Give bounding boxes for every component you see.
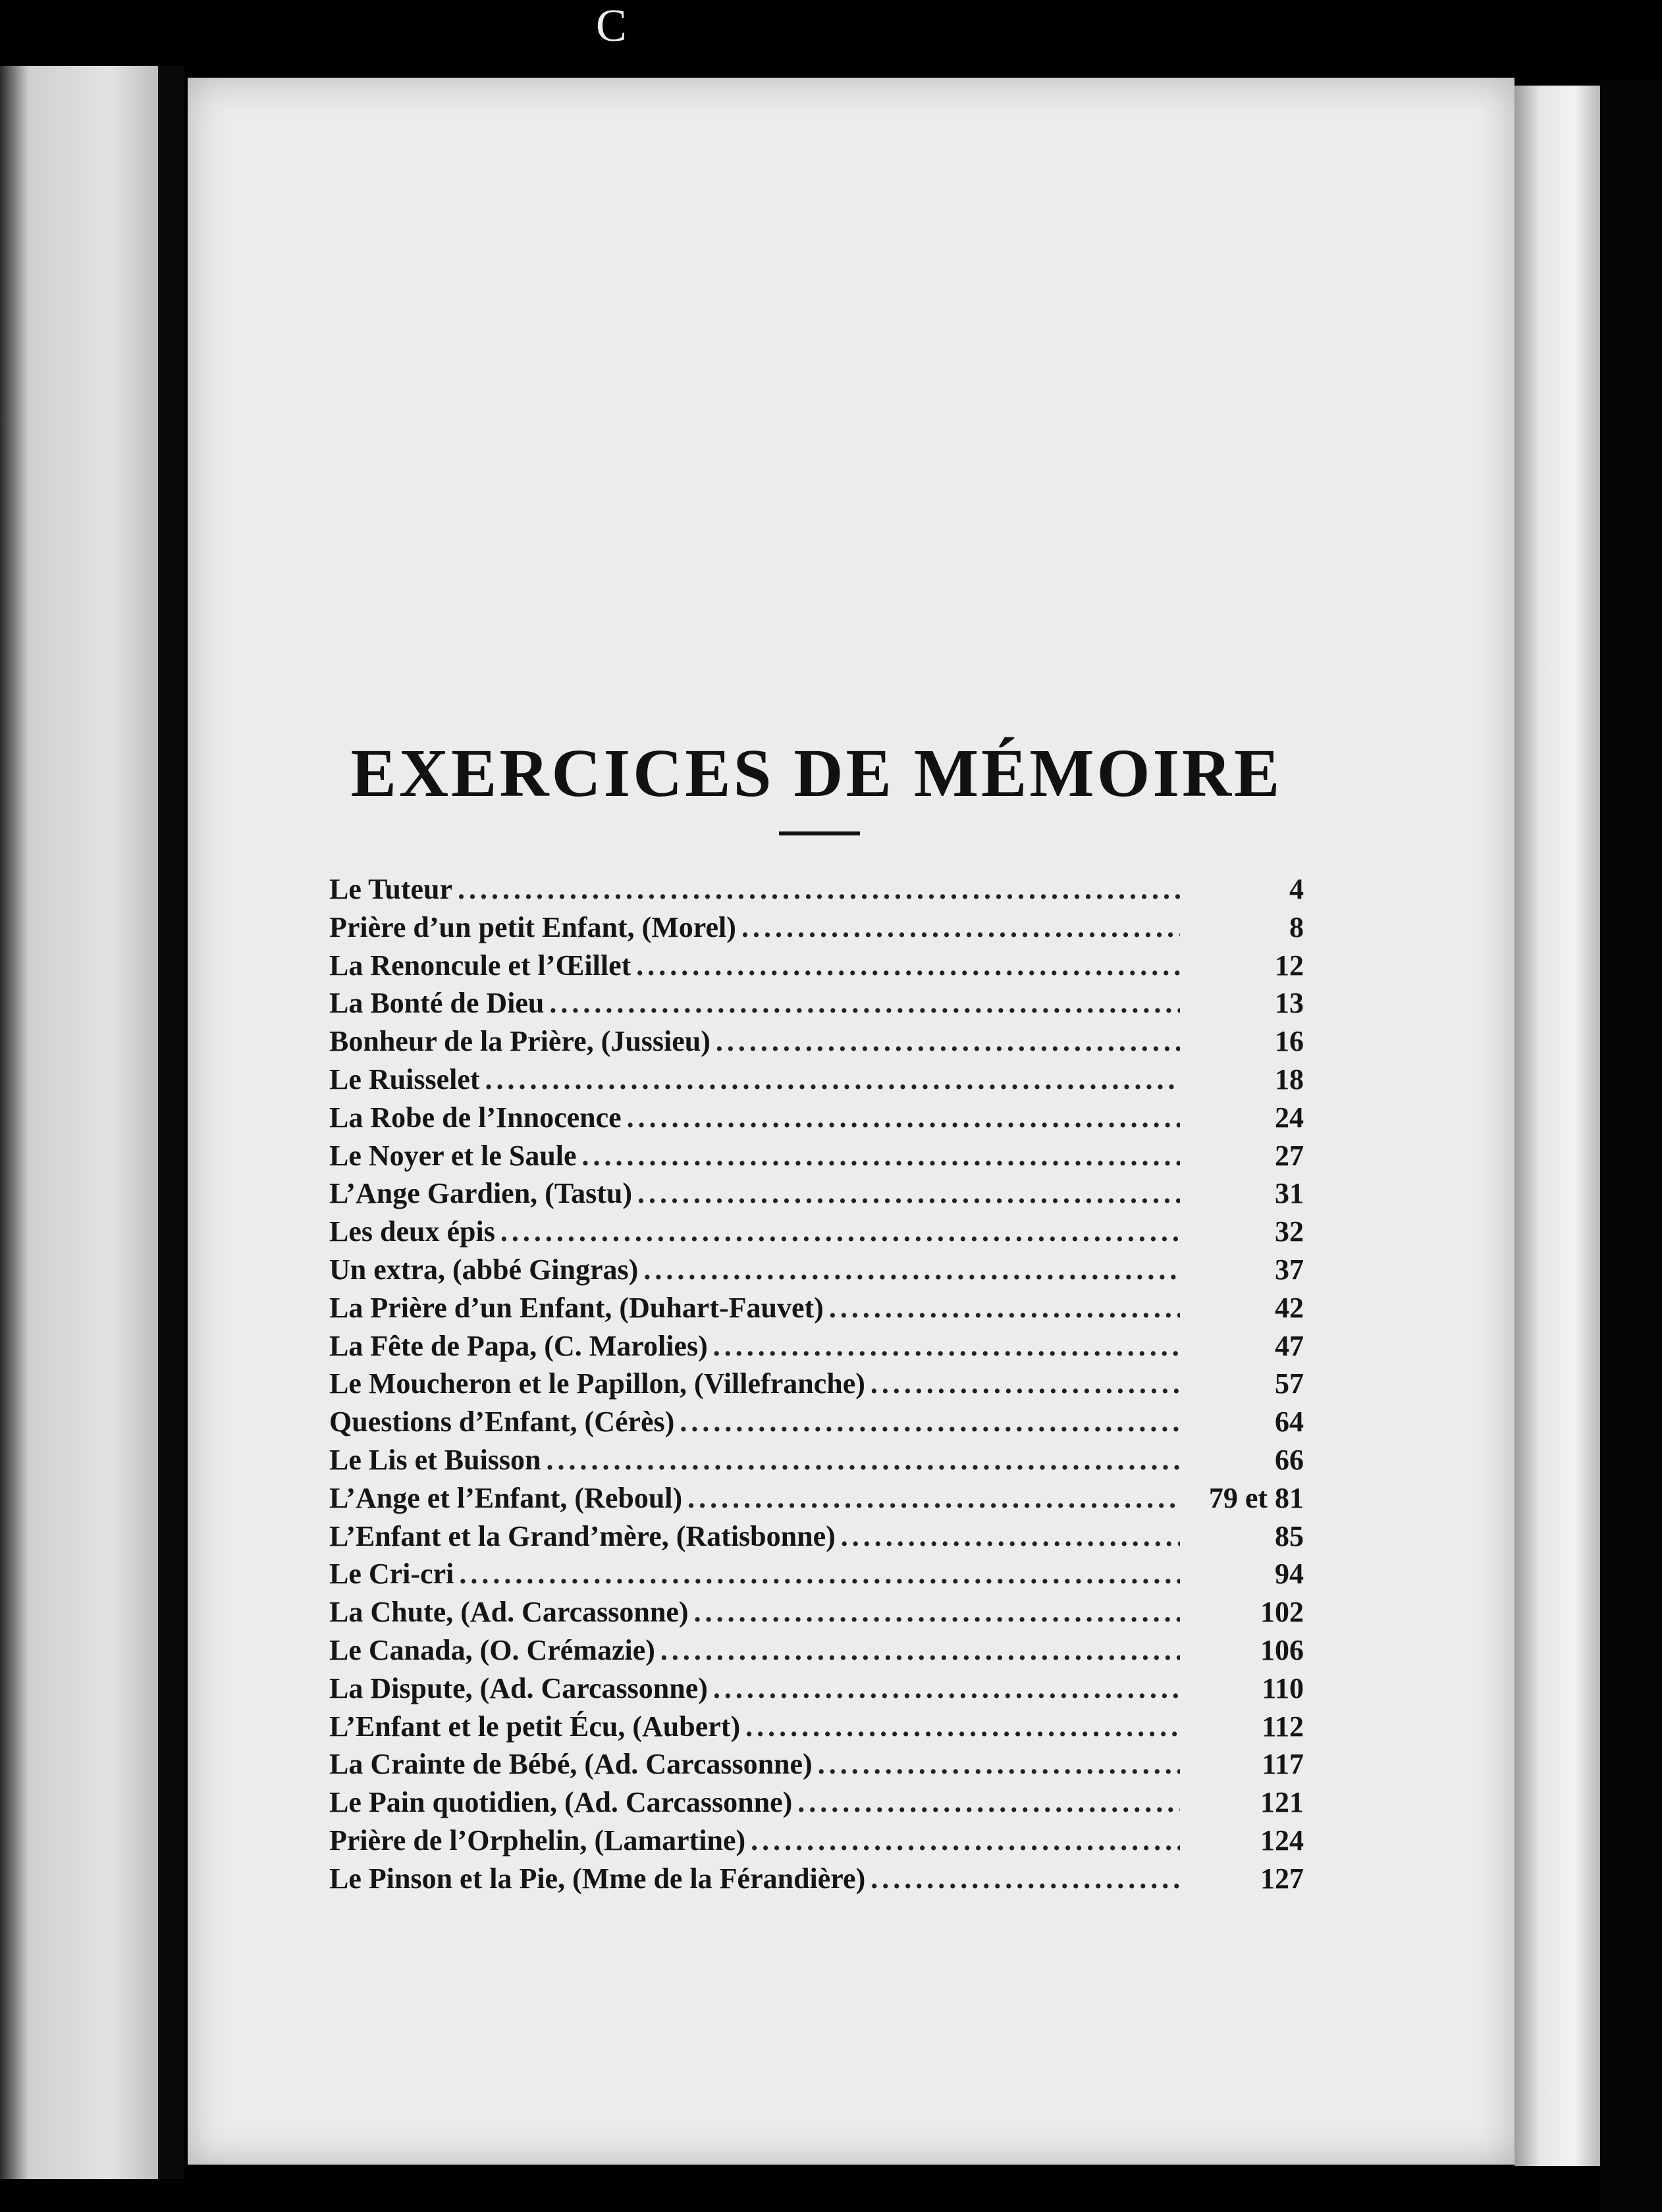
- toc-entry-page: 57: [1275, 1367, 1304, 1400]
- dot-leader: [841, 1519, 1180, 1553]
- toc-entry: [329, 1101, 1304, 1139]
- dot-leader: [500, 1215, 1180, 1248]
- scan-border: [1600, 79, 1662, 2212]
- toc-entry-title: La Robe de l’Innocence: [329, 1101, 622, 1134]
- toc-entry: [329, 1024, 1304, 1063]
- title-rule: [779, 831, 860, 835]
- dot-leader: [829, 1291, 1180, 1325]
- toc-entry-title: L’Enfant et la Grand’mère, (Ratisbonne): [329, 1519, 836, 1552]
- toc-entry-title: Le Cri-cri: [329, 1558, 454, 1591]
- toc-entry: [329, 1481, 1304, 1519]
- toc-entry: [329, 1367, 1304, 1405]
- dot-leader: [713, 1329, 1180, 1363]
- toc-entry-title: La Crainte de Bébé, (Ad. Carcassonne): [329, 1748, 813, 1781]
- toc-entry-title: Un extra, (abbé Gingras): [329, 1253, 639, 1286]
- toc-entry-page: 47: [1275, 1329, 1304, 1362]
- toc-entry-title: La Dispute, (Ad. Carcassonne): [329, 1672, 708, 1704]
- toc-entry-page: 121: [1260, 1786, 1304, 1819]
- toc-entry: [329, 1672, 1304, 1710]
- toc-entry: [329, 1139, 1304, 1177]
- toc-entry-page: 42: [1275, 1291, 1304, 1324]
- toc-entry: [329, 1710, 1304, 1748]
- binding-gutter: [158, 66, 184, 2179]
- right-page-edge: [1515, 86, 1600, 2166]
- toc-entry-title: Le Canada, (O. Crémazie): [329, 1633, 655, 1666]
- toc-entry-page: 79 et 81: [1208, 1481, 1304, 1514]
- toc-entry-title: Questions d’Enfant, (Cérès): [329, 1406, 675, 1438]
- toc-entry-page: 18: [1275, 1063, 1304, 1095]
- dot-leader: [745, 1710, 1180, 1743]
- toc-entry-title: L’Enfant et le petit Écu, (Aubert): [329, 1710, 741, 1743]
- toc-entry-page: 13: [1275, 987, 1304, 1020]
- toc-entry-page: 66: [1275, 1443, 1304, 1476]
- toc-entry-page: 16: [1275, 1025, 1304, 1058]
- toc-entry: [329, 1557, 1304, 1595]
- toc-entry-page: 112: [1262, 1710, 1304, 1743]
- dot-leader: [751, 1824, 1180, 1857]
- toc-entry-title: La Bonté de Dieu: [329, 987, 545, 1020]
- toc-entry: [329, 1595, 1304, 1633]
- toc-entry: [329, 1824, 1304, 1862]
- dot-leader: [458, 872, 1180, 906]
- toc-entry-page: 37: [1275, 1253, 1304, 1286]
- toc-entry-page: 110: [1262, 1672, 1304, 1704]
- toc-entry-page: 117: [1262, 1748, 1304, 1781]
- dot-leader: [637, 1176, 1180, 1210]
- toc-entry-page: 64: [1275, 1406, 1304, 1438]
- dot-leader: [582, 1139, 1180, 1172]
- toc-entry: [329, 872, 1304, 910]
- dot-leader: [547, 1443, 1180, 1477]
- toc-entry-page: 124: [1260, 1824, 1304, 1856]
- toc-entry-title: L’Ange et l’Enfant, (Reboul): [329, 1481, 683, 1514]
- toc-entry-title: Le Moucheron et le Papillon, (Villefranche): [329, 1367, 865, 1400]
- table-of-contents: [329, 872, 1304, 1900]
- dot-leader: [636, 949, 1180, 982]
- dot-leader: [741, 910, 1180, 944]
- toc-entry-title: Le Pinson et la Pie, (Mme de la Férandière): [329, 1862, 866, 1895]
- toc-entry-page: 85: [1275, 1519, 1304, 1552]
- toc-entry-title: Le Ruisselet: [329, 1063, 480, 1095]
- left-page-edge: [0, 66, 158, 2179]
- toc-entry: [329, 1519, 1304, 1558]
- toc-entry-title: Bonheur de la Prière, (Jussieu): [329, 1025, 710, 1058]
- toc-entry-title: La Renoncule et l’Œillet: [329, 949, 631, 982]
- toc-entry-page: 31: [1275, 1177, 1304, 1210]
- corner-mark: C: [596, 1, 627, 51]
- page-title: EXERCICES DE MÉMOIRE: [350, 735, 1283, 811]
- toc-entry: [329, 910, 1304, 949]
- toc-entry: [329, 1176, 1304, 1215]
- dot-leader: [627, 1101, 1180, 1134]
- toc-entry-title: Le Lis et Buisson: [329, 1443, 541, 1476]
- dot-leader: [459, 1557, 1180, 1591]
- toc-entry: [329, 1329, 1304, 1367]
- dot-leader: [549, 986, 1180, 1020]
- toc-entry-page: 102: [1260, 1596, 1304, 1629]
- toc-entry-page: 106: [1260, 1633, 1304, 1666]
- toc-entry: [329, 1215, 1304, 1253]
- toc-entry-page: 127: [1260, 1862, 1304, 1895]
- toc-entry-title: La Fête de Papa, (C. Marolies): [329, 1329, 708, 1362]
- toc-entry-title: La Chute, (Ad. Carcassonne): [329, 1596, 689, 1629]
- toc-entry-page: 4: [1289, 873, 1304, 905]
- dot-leader: [716, 1024, 1180, 1058]
- toc-entry-title: Le Pain quotidien, (Ad. Carcassonne): [329, 1786, 793, 1819]
- toc-entry-title: Les deux épis: [329, 1215, 495, 1248]
- toc-entry: [329, 1253, 1304, 1291]
- toc-entry: [329, 1785, 1304, 1824]
- dot-leader: [687, 1481, 1180, 1515]
- dot-leader: [643, 1253, 1180, 1286]
- toc-entry: [329, 986, 1304, 1024]
- toc-entry-page: 94: [1275, 1558, 1304, 1591]
- dot-leader: [485, 1063, 1180, 1096]
- toc-entry-title: Prière de l’Orphelin, (Lamartine): [329, 1824, 746, 1856]
- dot-leader: [660, 1633, 1180, 1667]
- toc-entry: [329, 1862, 1304, 1900]
- toc-entry-title: L’Ange Gardien, (Tastu): [329, 1177, 633, 1210]
- toc-entry: [329, 1291, 1304, 1329]
- toc-entry-title: Le Tuteur: [329, 873, 453, 905]
- toc-entry-title: Prière d’un petit Enfant, (Morel): [329, 910, 736, 943]
- toc-entry-page: 27: [1275, 1139, 1304, 1172]
- toc-entry-page: 32: [1275, 1215, 1304, 1248]
- dot-leader: [713, 1672, 1180, 1705]
- toc-entry: [329, 1443, 1304, 1481]
- dot-leader: [694, 1595, 1180, 1629]
- toc-entry: [329, 1633, 1304, 1672]
- toc-entry: [329, 1063, 1304, 1101]
- dot-leader: [818, 1747, 1180, 1781]
- toc-entry-page: 12: [1275, 949, 1304, 982]
- toc-entry-title: La Prière d’un Enfant, (Duhart-Fauvet): [329, 1291, 824, 1324]
- toc-entry: [329, 949, 1304, 987]
- dot-leader: [871, 1862, 1180, 1895]
- toc-entry-page: 8: [1289, 910, 1304, 943]
- dot-leader: [871, 1367, 1180, 1400]
- toc-entry-title: Le Noyer et le Saule: [329, 1139, 577, 1172]
- toc-entry-page: 24: [1275, 1101, 1304, 1134]
- dot-leader: [680, 1405, 1180, 1438]
- dot-leader: [797, 1785, 1180, 1819]
- toc-entry: [329, 1747, 1304, 1785]
- toc-entry: [329, 1405, 1304, 1443]
